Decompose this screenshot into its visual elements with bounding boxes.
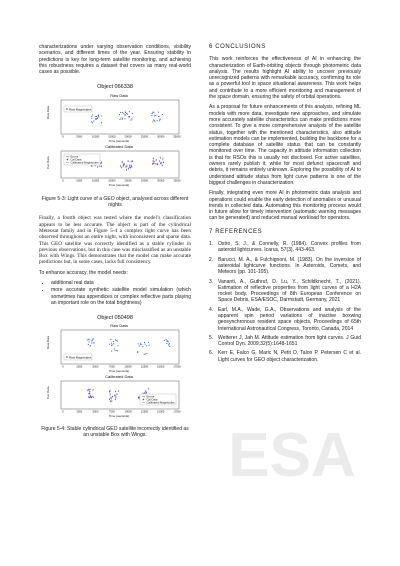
data-point — [88, 397, 89, 398]
data-point — [93, 121, 94, 122]
data-point — [120, 118, 121, 119]
data-point — [155, 115, 156, 116]
data-point — [109, 344, 110, 345]
x-tick-label: 30000 — [157, 179, 165, 183]
bottom-xlabel: Time (seconds) — [108, 414, 130, 419]
data-point — [111, 401, 112, 402]
bottom-panel-points — [91, 157, 164, 171]
x-tick-label: 10000 — [91, 135, 100, 139]
left-paragraph-1: characterizations under varying observation conditions, visibility scenarios, and different times of the year. Ensuring stability in predictions is key for long-term satellite monitoring, and achieving this robustness requires a dataset that covers as many real-world cases as possible. — [39, 44, 191, 76]
reference-item — [209, 279, 361, 304]
left-paragraph-3: To enhance accuracy, the model needs: — [39, 269, 128, 276]
conclusions-paragraph-1: This work reinforces the effectiveness of AI in enhancing the characterization of Earth-orbiting objects through photometric data analysis. The results highlight AI ability to uncover previously unrecognized patterns with remarkable accuracy, confirming its role as a powerful tool in space situational awareness. This work helps and contribute to a more efficient monitoring and management of the space domain, ensuring the safety of orbital operations. — [209, 56, 361, 101]
conclusions-paragraph-3: Finally, integrating even more AI in photometric data analysis and operations could enable the early detection of anomalies or unusual trends in collected data. Automating this monitoring process would in future allow for timely intervention (automatic warning messages can be generated) and reduced manual workload for operators. — [209, 190, 361, 222]
list-item: • more accurate synthetic satellite model simulation (which sometimes has appendices or complex reflective parts playing an important role on the total brightness) — [51, 287, 191, 306]
legend-cal-marker — [143, 399, 145, 401]
top-xlabel: Time (seconds) — [108, 139, 130, 144]
data-point — [97, 167, 98, 168]
x-tick-label: 5000 — [92, 410, 99, 414]
data-point — [129, 165, 130, 166]
legend-errors: Errors — [146, 394, 155, 399]
data-point — [98, 117, 99, 118]
x-tick-label: 5000 — [76, 179, 83, 183]
bottom-panel-title: Calibrated Data — [105, 144, 133, 150]
data-point — [154, 122, 155, 123]
data-point — [160, 119, 161, 120]
data-point — [122, 118, 123, 119]
data-point — [156, 160, 157, 161]
x-tick-label: 0 — [62, 135, 64, 139]
x-tick-label: 12500 — [140, 365, 149, 369]
x-tick-label: 25000 — [140, 135, 149, 139]
data-point — [153, 120, 154, 121]
data-point — [101, 166, 102, 167]
data-point — [148, 388, 149, 389]
data-point — [120, 166, 121, 167]
data-point — [160, 158, 161, 159]
data-point — [166, 339, 167, 340]
requirements-list — [39, 280, 191, 306]
data-point — [157, 121, 158, 122]
data-point — [168, 345, 169, 346]
reference-number: 4. — [209, 306, 214, 313]
x-tick-label: 12500 — [140, 410, 149, 414]
data-point — [90, 346, 91, 347]
top-panel-title: Raw Data — [110, 93, 128, 99]
data-point — [153, 163, 154, 164]
data-point — [130, 120, 131, 121]
figure-5-3-caption: Figure 5-3: Light curve of a GEO object, analysed across different nights — [41, 195, 189, 209]
data-point — [162, 159, 163, 160]
data-point — [116, 350, 117, 351]
data-point — [166, 341, 167, 342]
x-tick-label: 2500 — [76, 410, 83, 414]
data-point — [89, 393, 90, 394]
x-tick-label: 10000 — [124, 410, 132, 414]
data-point — [111, 345, 112, 346]
data-point — [114, 349, 115, 350]
reference-item — [209, 350, 361, 363]
data-point — [155, 164, 156, 165]
top-xticks — [62, 135, 181, 139]
data-point — [130, 168, 131, 169]
data-point — [110, 339, 111, 340]
data-point — [123, 114, 124, 115]
data-point — [93, 397, 94, 398]
data-point — [93, 342, 94, 343]
data-point — [146, 353, 147, 354]
x-tick-label: 25000 — [140, 179, 149, 183]
top-panel-title: Raw Data — [110, 323, 128, 329]
left-column — [39, 44, 191, 445]
data-point — [115, 397, 116, 398]
data-point — [123, 164, 124, 165]
references-heading: 7 REFERENCES — [209, 228, 263, 235]
data-point — [126, 166, 127, 167]
data-point — [139, 398, 140, 399]
data-point — [129, 167, 130, 168]
x-tick-label: 15000 — [157, 410, 165, 414]
data-point — [163, 162, 164, 163]
data-point — [91, 116, 92, 117]
data-point — [160, 163, 161, 164]
data-point — [87, 340, 88, 341]
data-point — [111, 398, 112, 399]
data-point — [152, 113, 153, 114]
data-point — [88, 344, 89, 345]
data-point — [91, 118, 92, 119]
data-point — [153, 112, 154, 113]
data-point — [110, 394, 111, 395]
figure-title: Object 066338 — [97, 84, 133, 91]
reference-item — [209, 307, 361, 332]
data-point — [87, 390, 88, 391]
x-tick-label: 7500 — [108, 410, 115, 414]
data-point — [118, 391, 119, 392]
data-point — [115, 399, 116, 400]
data-point — [92, 123, 93, 124]
x-tick-label: 10000 — [91, 179, 100, 183]
data-point — [125, 167, 126, 168]
data-point — [128, 169, 129, 170]
data-point — [128, 117, 129, 118]
reference-number: 5. — [209, 334, 214, 341]
data-point — [117, 345, 118, 346]
legend-cal-marker — [67, 159, 69, 161]
top-ylabel: Raw Data — [46, 336, 50, 350]
data-point — [144, 354, 145, 355]
x-tick-label: 0 — [62, 179, 64, 183]
legend-cal-mag: Calibrated Magnitudes — [70, 161, 99, 166]
bottom-ylabel: Cal. Data — [46, 386, 50, 400]
x-tick-label: 15000 — [108, 179, 116, 183]
data-point — [125, 113, 126, 114]
reference-text: Wetterer J, Jah M. Attitude estimation from light curves. J Guid Control Dyn. 2009;32(5):1648-1651 — [218, 334, 361, 348]
data-point — [140, 343, 141, 344]
data-point — [95, 119, 96, 120]
legend-errors: Errors — [70, 155, 79, 160]
x-tick-label: 0 — [62, 410, 64, 414]
figure-5-4 — [39, 311, 191, 438]
data-point — [166, 343, 167, 344]
data-point — [158, 117, 159, 118]
x-tick-label: 17500 — [173, 365, 181, 369]
bottom-xticks — [62, 179, 181, 183]
data-point — [145, 344, 146, 345]
x-tick-label: 7500 — [108, 365, 115, 369]
data-point — [115, 391, 116, 392]
data-point — [122, 119, 123, 120]
data-point — [92, 340, 93, 341]
top-legend-label: Raw Magnitudes — [69, 107, 92, 112]
data-point — [99, 166, 100, 167]
data-point — [89, 342, 90, 343]
data-point — [157, 164, 158, 165]
legend-cal-data: Cal Data — [70, 158, 82, 163]
right-column — [209, 44, 361, 366]
data-point — [137, 351, 138, 352]
data-point — [91, 396, 92, 397]
data-point — [91, 397, 92, 398]
data-point — [93, 339, 94, 340]
data-point — [122, 113, 123, 114]
data-point — [159, 161, 160, 162]
reference-text: Earl, M.A., Wade, G.A., Observations and analysis of the apparent spin period variations of inactive boxwing geosynchronous resident space objects, Proceedings of 65th International Astronautical Congress, Toronto, Canada, 2014 — [218, 306, 361, 332]
data-point — [142, 346, 143, 347]
data-point — [162, 115, 163, 116]
data-point — [153, 158, 154, 159]
data-point — [167, 340, 168, 341]
data-point — [152, 164, 153, 165]
data-point — [154, 162, 155, 163]
data-point — [132, 113, 133, 114]
top-panel-frame — [61, 100, 179, 134]
data-point — [111, 351, 112, 352]
x-tick-label: 35000 — [173, 179, 181, 183]
data-point — [95, 116, 96, 117]
figure-5-3 — [39, 79, 191, 208]
data-point — [112, 396, 113, 397]
reference-number: 2. — [209, 256, 214, 263]
esa-watermark — [205, 418, 380, 488]
data-point — [159, 121, 160, 122]
data-point — [114, 395, 115, 396]
x-tick-label: 17500 — [173, 410, 181, 414]
data-point — [92, 115, 93, 116]
data-point — [101, 123, 102, 124]
data-point — [119, 120, 120, 121]
data-point — [97, 119, 98, 120]
data-point — [125, 115, 126, 116]
bottom-xlabel: Time (seconds) — [108, 183, 130, 188]
x-tick-label: 35000 — [173, 135, 181, 139]
data-point — [144, 393, 145, 394]
x-tick-label: 15000 — [108, 135, 116, 139]
data-point — [90, 395, 91, 396]
x-tick-label: 15000 — [157, 365, 165, 369]
watermark-text: ESA — [228, 421, 356, 488]
data-point — [89, 389, 90, 390]
data-point — [169, 346, 170, 347]
data-point — [88, 339, 89, 340]
reference-number: 1. — [209, 241, 214, 248]
data-point — [98, 116, 99, 117]
data-point — [168, 341, 169, 342]
legend-cal-mag: Calibrated Magnitudes — [146, 400, 175, 405]
reference-text: Ostro, S. J., & Connelly, R. (1984). Convex profiles from asteroid lightcurves. Icarus, 57(3), 443-463. — [218, 241, 361, 254]
figure-5-3-plot — [39, 79, 191, 189]
data-point — [143, 393, 144, 394]
data-point — [129, 111, 130, 112]
x-tick-label: 2500 — [76, 365, 83, 369]
bottom-panel-title: Calibrated Data — [105, 374, 133, 380]
data-point — [154, 120, 155, 121]
references-list — [209, 241, 361, 363]
top-ylabel: Raw Data — [46, 106, 50, 120]
data-point — [139, 346, 140, 347]
legend-marker — [66, 109, 68, 111]
data-point — [146, 346, 147, 347]
data-point — [138, 343, 139, 344]
data-point — [117, 341, 118, 342]
top-panel-points — [91, 111, 163, 124]
data-point — [128, 161, 129, 162]
data-point — [113, 344, 114, 345]
top-xticks — [62, 365, 181, 369]
data-point — [123, 166, 124, 167]
data-point — [162, 165, 163, 166]
bottom-ylabel: Cal. Data — [46, 156, 50, 170]
data-point — [91, 343, 92, 344]
reference-item — [209, 241, 361, 254]
legend-marker — [66, 356, 68, 358]
data-point — [146, 392, 147, 393]
top-legend-label: Raw Magnitudes — [69, 355, 92, 360]
data-point — [151, 116, 152, 117]
data-point — [152, 122, 153, 123]
x-tick-label: 5000 — [92, 365, 99, 369]
data-point — [101, 116, 102, 117]
x-tick-label: 10000 — [124, 365, 132, 369]
data-point — [126, 170, 127, 171]
data-point — [131, 166, 132, 167]
data-point — [124, 119, 125, 120]
data-point — [119, 114, 120, 115]
data-point — [127, 114, 128, 115]
data-point — [109, 399, 110, 400]
data-point — [158, 112, 159, 113]
data-point — [121, 167, 122, 168]
left-paragraph-2: Finally, a fourth object was tested where the model’s classification appears to be less accurate. The object is part of the cylindrical Meteosat family and in Figure 5-4 a complex light curve has been observed throughout an entire night, with inconsistent and sparse data. This GEO satellite was correctly identified as a stable cylinder in previous observations, but in this case was misclassified as an unstable Box with Wings. This demonstrates that the model can make accurate predictions but, in some cases, lacks full consistency. — [39, 215, 191, 266]
data-point — [88, 389, 89, 390]
reference-item — [209, 335, 361, 348]
data-point — [132, 161, 133, 162]
data-point — [116, 394, 117, 395]
data-point — [92, 390, 93, 391]
top-xlabel: Time (seconds) — [108, 369, 130, 374]
figure-5-4-plot — [39, 311, 191, 419]
data-point — [169, 343, 170, 344]
x-tick-label: 5000 — [76, 135, 83, 139]
x-tick-label: 0 — [62, 365, 64, 369]
data-point — [111, 343, 112, 344]
data-point — [141, 344, 142, 345]
top-panel-points — [87, 339, 171, 355]
reference-text: Barucci, M. A., & Fulchignoni, M. (1983). On the inversion of asteroidal lightcurve functions. In Asteroids, Comets, and Meteors (pp. 101-105). — [218, 256, 361, 276]
legend-cal-data: Cal Data — [146, 397, 158, 402]
data-point — [137, 352, 138, 353]
data-point — [148, 342, 149, 343]
data-point — [101, 162, 102, 163]
data-point — [129, 117, 130, 118]
reference-text: Kerr E, Falco G, Maric N, Petit D, Talon P, Petersen C et al. Light curves for GEO object characterization. — [218, 350, 361, 363]
data-point — [125, 111, 126, 112]
data-point — [164, 340, 165, 341]
data-point — [113, 341, 114, 342]
figure-5-4-caption: Figure 5-4: Stable cylindrical GEO satellite incorrectly identified as an unstable Box with Wings. — [41, 425, 189, 438]
data-point — [120, 112, 121, 113]
list-item: • additional real data — [51, 280, 191, 286]
data-point — [140, 344, 141, 345]
x-tick-label: 20000 — [124, 179, 132, 183]
reference-text: Vananti, A., Guthruf, D. Lu, Y., Schildknecht, T., (2021). Estimation of reflective properties from light curves of a H2A rocket body. Proceedings of 8th European Conference on Space Debris, ESA/ESOC, Darmstadt, Germany, 2021 — [218, 278, 361, 304]
data-point — [145, 354, 146, 355]
conclusions-paragraph-2: As a proposal for future enhancements of this analysis, refining ML models with more data, investigate new approaches, and simulate more accurately satellite characteristics can make predictions more consistent. To give a more comprehensive analysis of the satellite status, together with the mentioned characteristics, also attitude estimation models can be implemented, building the backbone for a complete database of satellite status that can be constantly monitored over time. The capacity in attitude information collection is that for RSOs this is usually not disclosed. For active satellites, owners rarely publish it, while for most defunct spacecraft and debris, it remains entirely unknown. Exploring the possibility of AI to understand attitude status from light curve patterns is one of the biggest challenges in characterization. — [209, 104, 361, 186]
data-point — [122, 162, 123, 163]
data-point — [89, 391, 90, 392]
x-tick-label: 30000 — [157, 135, 165, 139]
reference-number: 6. — [209, 350, 214, 357]
data-point — [131, 161, 132, 162]
data-point — [115, 350, 116, 351]
data-point — [161, 163, 162, 164]
data-point — [153, 161, 154, 162]
data-point — [145, 391, 146, 392]
data-point — [154, 116, 155, 117]
bottom-xticks — [62, 410, 181, 414]
data-point — [91, 122, 92, 123]
data-point — [149, 345, 150, 346]
conclusions-heading: 6 CONCLUSIONS — [209, 44, 266, 50]
figure-title: Object 050498 — [97, 315, 133, 322]
data-point — [152, 112, 153, 113]
data-point — [110, 391, 111, 392]
reference-item — [209, 257, 361, 276]
reference-number: 3. — [209, 278, 214, 285]
data-point — [131, 119, 132, 120]
data-point — [110, 401, 111, 402]
data-point — [115, 340, 116, 341]
data-point — [144, 342, 145, 343]
x-tick-label: 20000 — [124, 135, 132, 139]
